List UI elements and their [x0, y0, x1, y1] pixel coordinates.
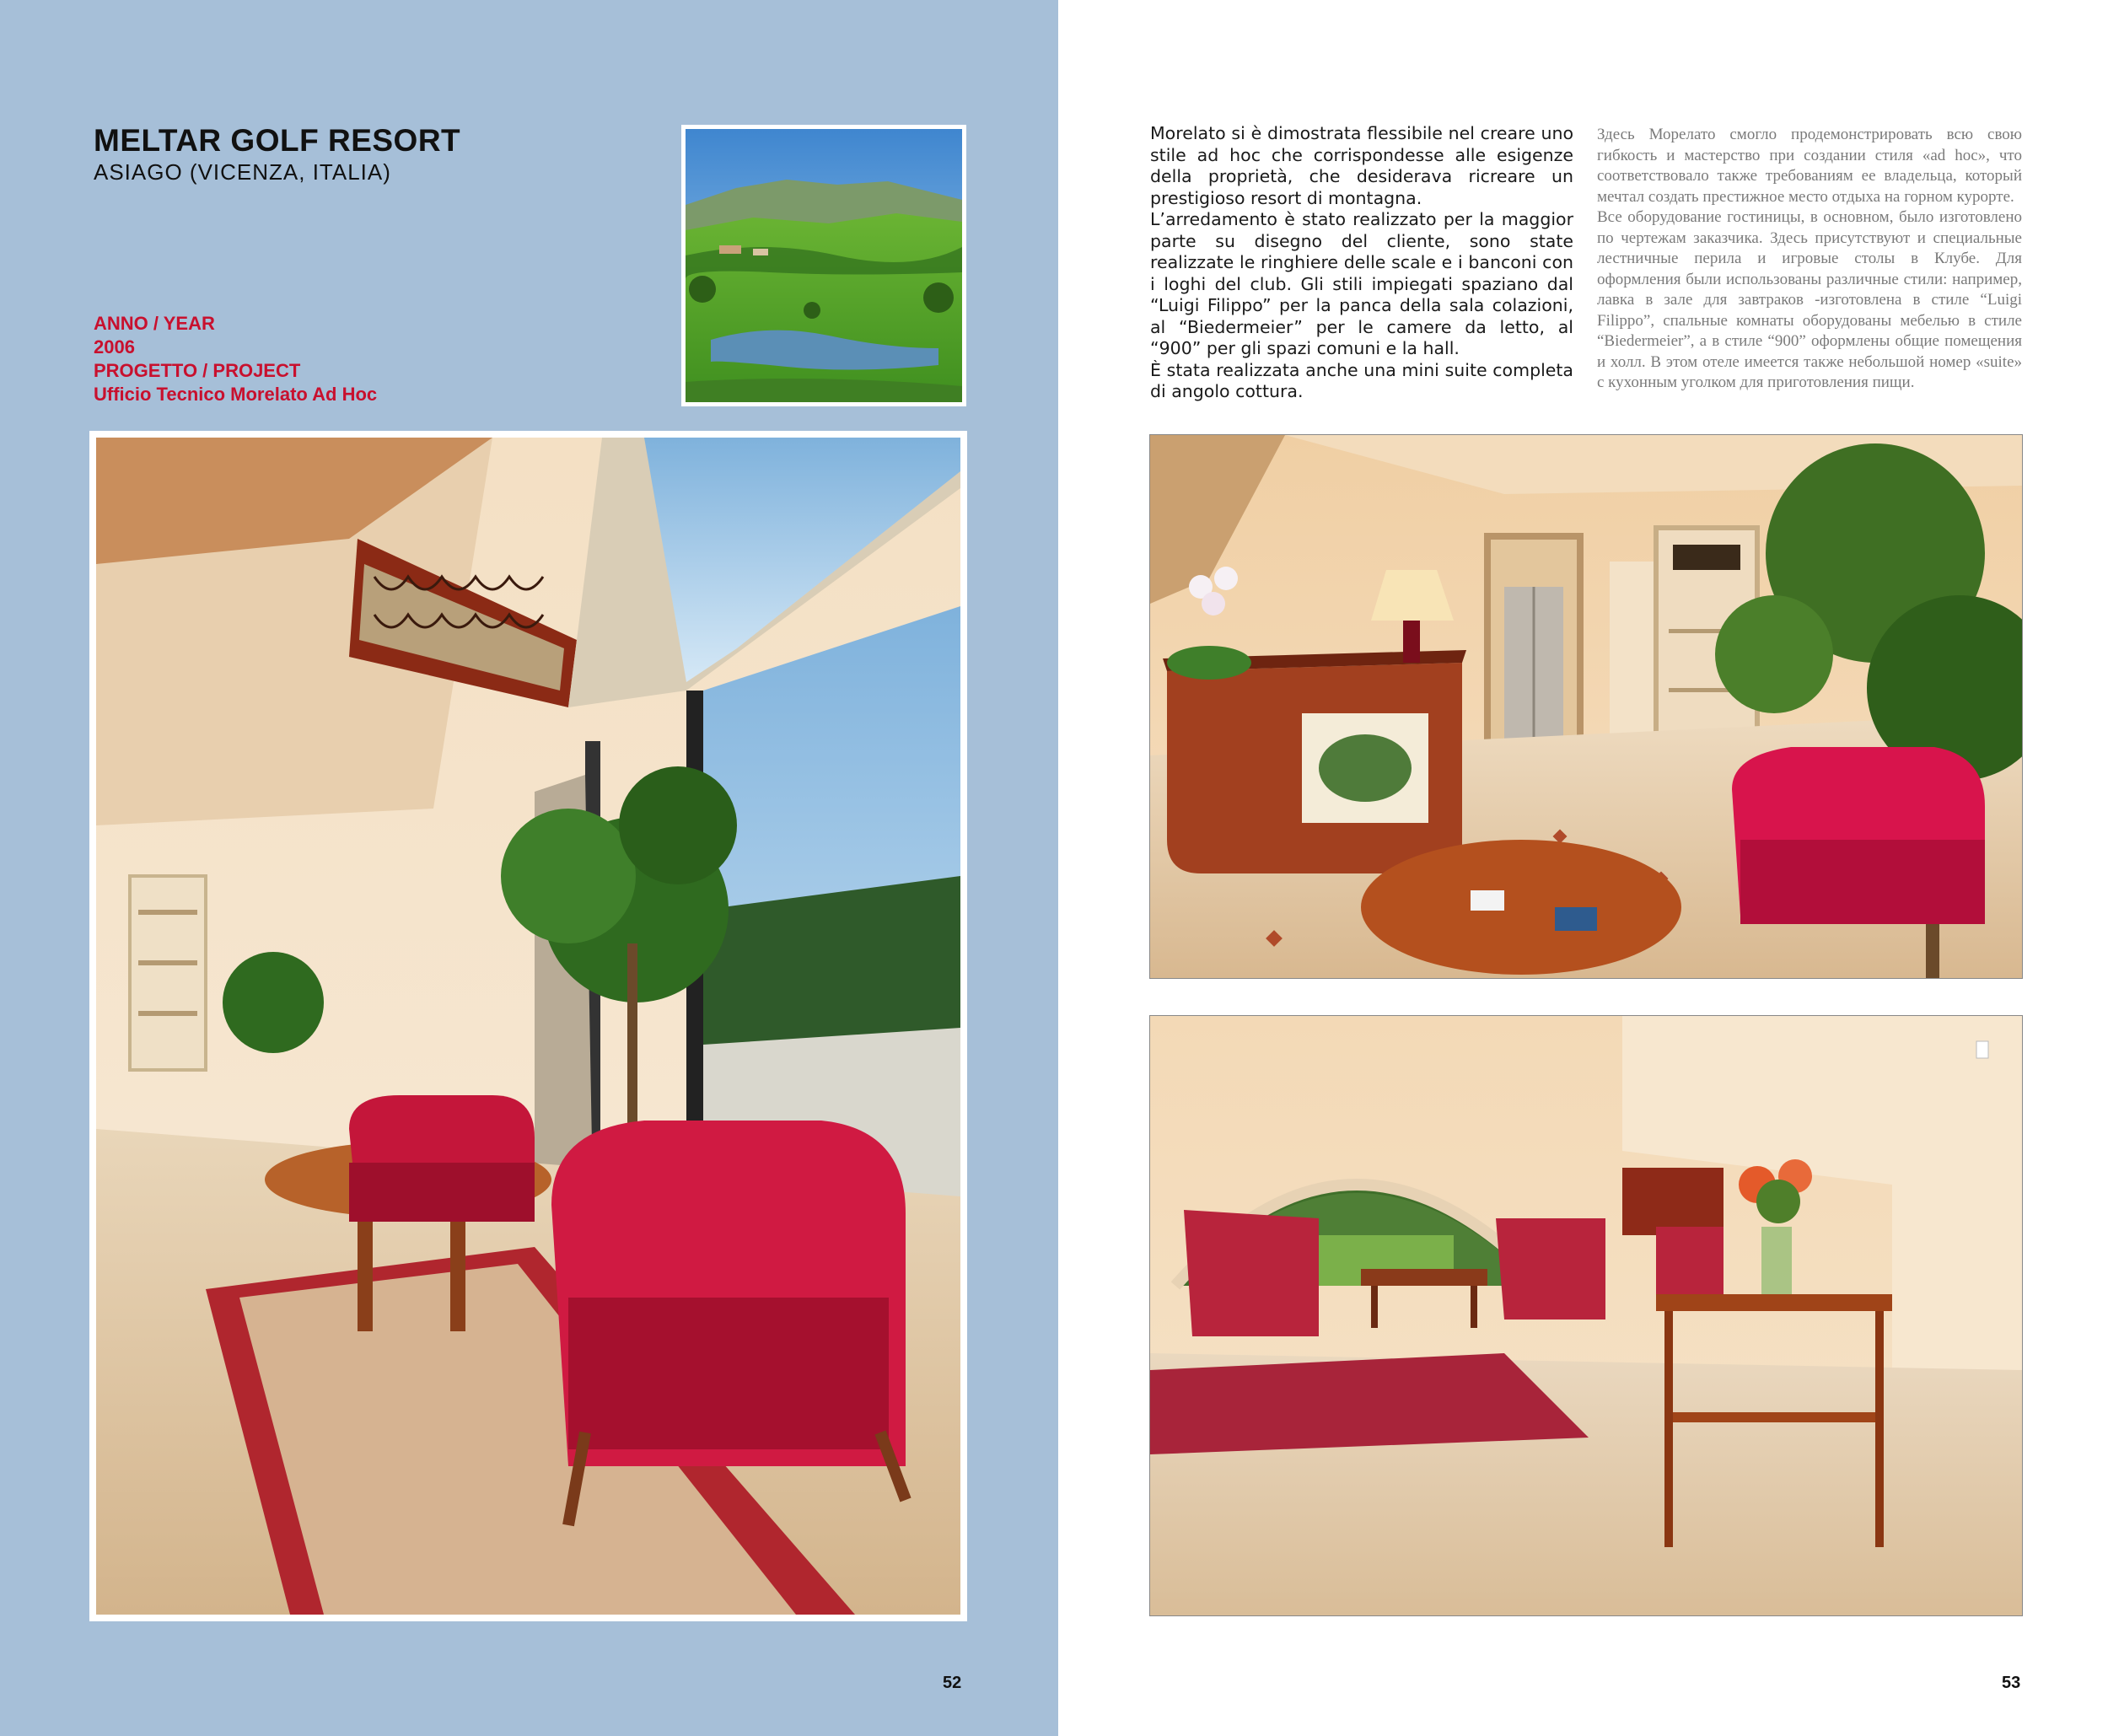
project-location: ASIAGO (VICENZA, ITALIA)	[94, 159, 391, 185]
lounge-interior-image	[1150, 1016, 2022, 1615]
page-number-left: 52	[943, 1674, 962, 1692]
russian-paragraph: Все оборудование гостиницы, в основном, было изготовлено по чертежам заказчика. Здесь присутствуют и специальные лестничные перила и игровые столы в Клубе. Для оформления были использованы различные стили: например, лавка в зале для завтраков -изготовлена в стиле “Luigi Filippo”, спальные комнаты оборудованы мебелью в стиле “Biedermeier”, а в стиле “900” оформлены общие помещения и холл. В этом отеле имеется также небольшой номер «suite» с кухонным уголком для приготовления пищи.	[1597, 208, 2022, 391]
russian-description	[1597, 125, 2022, 394]
lobby-main-photo	[89, 431, 967, 1621]
year-label: ANNO / YEAR	[94, 313, 215, 334]
italian-description	[1150, 123, 1573, 403]
project-label: PROGETTO / PROJECT	[94, 360, 301, 381]
project-title: MELTAR GOLF RESORT	[94, 123, 461, 158]
golf-landscape-image	[686, 129, 962, 402]
lobby-interior-image	[96, 438, 960, 1615]
page-number-right: 53	[2002, 1674, 2021, 1692]
russian-paragraph: Здесь Морелато смогло продемонстрировать всю свою гибкость и мастерство при создании стиля «ad hoc», что соответствовало также требованиям ее владельца, который мечтал создать престижное место отдыха на горном курорте.	[1597, 126, 2022, 206]
reception-interior-image	[1150, 435, 2022, 978]
golf-course-thumbnail	[681, 125, 966, 406]
project-value: Ufficio Tecnico Morelato Ad Hoc	[94, 384, 378, 405]
italian-paragraph: L’arredamento è stato realizzato per la maggior parte su disegno del cliente, sono state realizzate le ringhiere delle scale e i banconi con i loghi del club. Gli stili impiegati spaziano dal “Luigi Filippo” per la panca della sala colazioni, al “Biedermeier” per le camere da letto, al “900” per gli spazi comuni e la hall.	[1150, 209, 1573, 358]
reception-photo	[1149, 434, 2023, 979]
italian-paragraph: Morelato si è dimostrata flessibile nel creare uno stile ad hoc che corrispondesse alle esigenze della proprietà, che desiderava ricreare un prestigioso resort di montagna.	[1150, 123, 1573, 208]
lounge-photo	[1149, 1015, 2023, 1616]
italian-paragraph: È stata realizzata anche una mini suite completa di angolo cottura.	[1150, 359, 1573, 401]
project-meta	[94, 312, 377, 406]
year-value: 2006	[94, 336, 135, 357]
